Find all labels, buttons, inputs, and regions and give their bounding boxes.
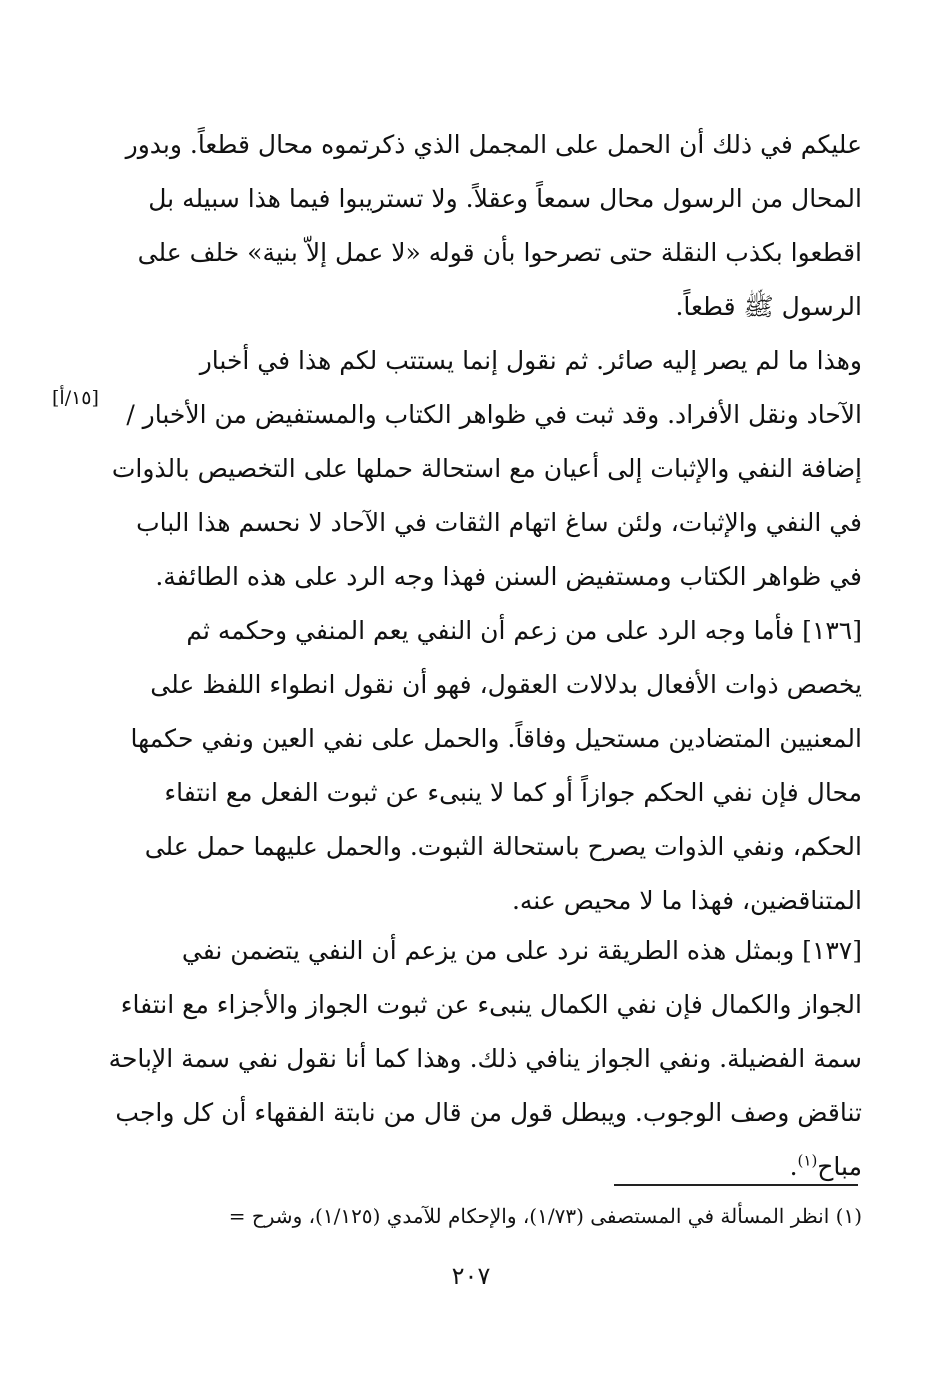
- footnote-reference-marker[interactable]: (١): [797, 1151, 818, 1170]
- paragraph-3-line: يخصص ذوات الأفعال بدلالات العقول، فهو أن نقول انطواء اللفظ على: [150, 670, 862, 699]
- paragraph-4-line: [١٣٧] وبمثل هذه الطريقة نرد على من يزعم أن النفي يتضمن نفي: [181, 936, 862, 965]
- paragraph-3-line: محال فإن نفي الحكم جوازاً أو كما لا ينبىء عن ثبوت الفعل مع انتفاء: [164, 778, 862, 807]
- paragraph-1-line: المحال من الرسول محال سمعاً وعقلاً. ولا تستريبوا فيما هذا سبيله بل: [148, 184, 862, 213]
- paragraph-3-line: المعنيين المتضادين مستحيل وفاقاً. والحمل على نفي العين ونفي حكمها: [130, 724, 862, 753]
- paragraph-4: [108, 924, 862, 1194]
- paragraph-4-line: تناقض وصف الوجوب. ويبطل قول من قال من نابتة الفقهاء أن كل واجب: [115, 1098, 862, 1127]
- paragraph-2-line: في النفي والإثبات، ولئن ساغ اتهام الثقات في الآحاد لا نحسم هذا الباب: [136, 508, 862, 537]
- paragraph-4-last-line-end: .: [789, 1152, 798, 1181]
- page-number: ٢٠٧: [451, 1262, 491, 1290]
- paragraph-3-line: المتناقضين، فهذا ما لا محيص عنه.: [511, 886, 862, 915]
- paragraph-3-line: [١٣٦] فأما وجه الرد على من زعم أن النفي يعم المنفي وحكمه ثم: [186, 616, 862, 645]
- paragraph-1-line: عليكم في ذلك أن الحمل على المجمل الذي ذكرتموه محال قطعاً. وبدور: [125, 130, 862, 159]
- paragraph-4-line: الجواز والكمال فإن نفي الكمال ينبىء عن ثبوت الجواز والأجزاء مع انتفاء: [120, 990, 862, 1019]
- manuscript-folio-reference: [١٥/أ]: [52, 387, 99, 409]
- paragraph-2-line: وهذا ما لم يصر إليه صائر. ثم نقول إنما يستتب لكم هذا في أخبار: [199, 346, 862, 375]
- footnote-divider: [614, 1184, 858, 1186]
- paragraph-1-line: اقطعوا بكذب النقلة حتى تصرحوا بأن قوله «لا عمل إلاّ بنية» خلف على: [137, 238, 862, 267]
- paragraph-2: [108, 334, 862, 604]
- paragraph-3: [108, 604, 862, 928]
- footnote: (١) انظر المسألة في المستصفى (١/٧٣)، والإحكام للآمدي (١/١٢٥)، وشرح =: [228, 1204, 862, 1228]
- paragraph-4-last-line-text: مباح: [817, 1152, 862, 1181]
- paragraph-4-line: سمة الفضيلة. ونفي الجواز ينافي ذلك. وهذا كما أنا نقول نفي سمة الإباحة: [108, 1044, 862, 1073]
- paragraph-2-line: إضافة النفي والإثبات إلى أعيان مع استحالة حملها على التخصيص بالذوات: [111, 454, 862, 483]
- paragraph-1-line: الرسول ﷺ قطعاً.: [675, 292, 862, 321]
- paragraph-3-line: الحكم، ونفي الذوات يصرح باستحالة الثبوت. والحمل عليهما حمل على: [144, 832, 862, 861]
- paragraph-2-line: الآحاد ونقل الأفراد. وقد ثبت في ظواهر الكتاب والمستفيض من الأخبار /: [126, 400, 862, 429]
- paragraph-2-line: في ظواهر الكتاب ومستفيض السنن فهذا وجه الرد على هذه الطائفة.: [155, 562, 862, 591]
- paragraph-1: [108, 118, 862, 334]
